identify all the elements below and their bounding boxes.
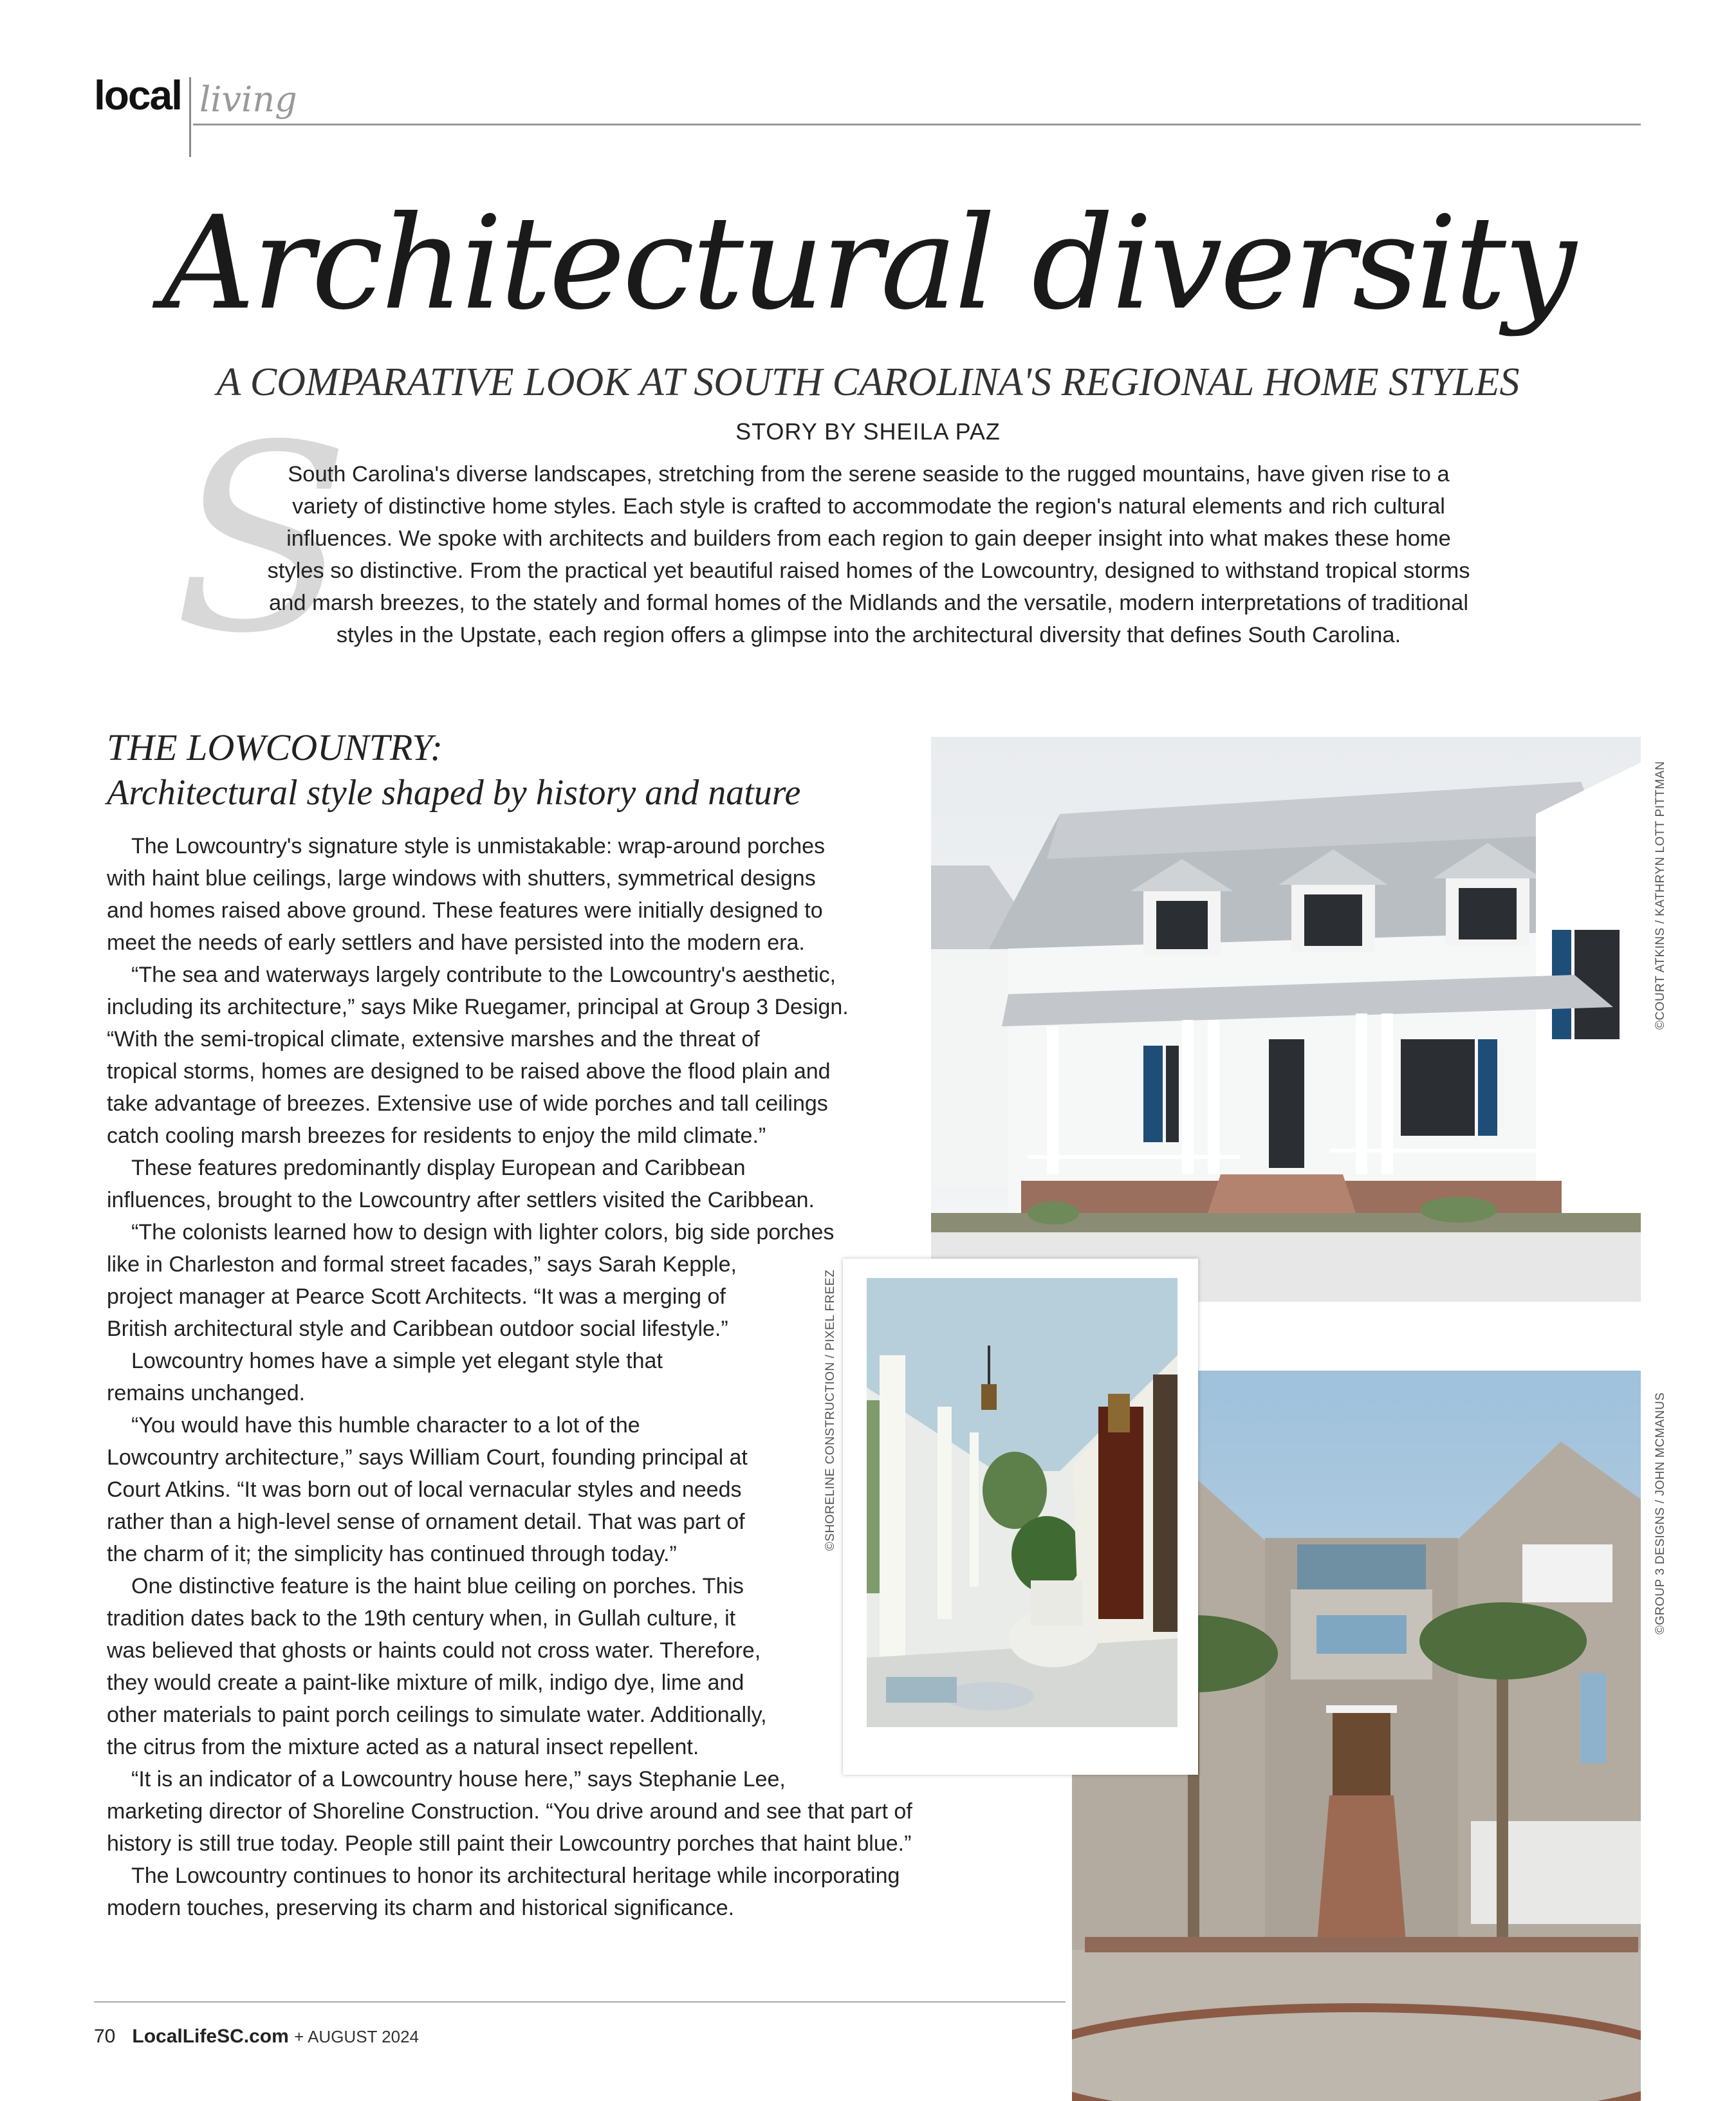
body-line: history is still true today. People still paint their Lowcountry porches that haint blue.” (107, 1831, 912, 1856)
photo-credit: ©SHORELINE CONSTRUCTION / PIXEL FREEZ (824, 1269, 837, 1551)
drop-cap: S (174, 391, 351, 690)
body-line: The Lowcountry continues to honor its architectural heritage while incorporating (131, 1864, 900, 1888)
intro-line: and marsh breezes, to the stately and formal homes of the Midlands and the versatile, modern interpretations of traditional (268, 591, 1468, 615)
footer-site-link[interactable]: LocalLifeSC.com (132, 2026, 289, 2047)
intro-paragraph (193, 458, 1544, 651)
section-heading: THE LOWCOUNTRY: (107, 727, 443, 768)
body-line: influences, brought to the Lowcountry after settlers visited the Caribbean. (107, 1188, 815, 1212)
page-footer (94, 2026, 419, 2048)
intro-line: South Carolina's diverse landscapes, stretching from the serene seaside to the rugged mountains, have given rise to a (288, 462, 1450, 486)
body-line: “The sea and waterways largely contribute to the Lowcountry's aesthetic, (131, 963, 836, 987)
brand-divider (189, 77, 191, 157)
article-subtitle: A COMPARATIVE LOOK AT SOUTH CAROLINA'S REGIONAL HOME STYLES (216, 360, 1520, 404)
brand-logo-local: local (94, 72, 181, 118)
body-line: tradition dates back to the 19th century when, in Gullah culture, it (107, 1606, 736, 1631)
body-line: marketing director of Shoreline Construction. “You drive around and see that part of (107, 1799, 912, 1824)
section-body (107, 830, 912, 1924)
body-line: modern touches, preserving its charm and historical significance. (107, 1896, 735, 1920)
body-line: take advantage of breezes. Extensive use of wide porches and tall ceilings (107, 1091, 828, 1116)
body-line: “The colonists learned how to design with lighter colors, big side porches (131, 1220, 835, 1245)
body-line: These features predominantly display European and Caribbean (131, 1156, 746, 1180)
body-line: was believed that ghosts or haints could not cross water. Therefore, (107, 1638, 761, 1663)
body-line: other materials to paint porch ceilings to simulate water. Additionally, (107, 1703, 767, 1727)
body-line: tropical storms, homes are designed to be raised above the flood plain and (107, 1059, 831, 1084)
article-byline: STORY BY SHEILA PAZ (735, 418, 1001, 445)
photo-frame-porch (843, 1259, 1198, 1775)
body-line: the citrus from the mixture acted as a natural insect repellent. (107, 1735, 699, 1759)
footer-issue: + AUGUST 2024 (294, 2027, 420, 2046)
intro-line: styles in the Upstate, each region offers a glimpse into the architectural diversity that defines South Carolina. (336, 623, 1401, 647)
body-line: Court Atkins. “It was born out of local vernacular styles and needs (107, 1477, 742, 1502)
body-line: with haint blue ceilings, large windows with shutters, symmetrical designs (107, 866, 816, 891)
header-rule (193, 124, 1641, 125)
intro-line: variety of distinctive home styles. Each style is crafted to accommodate the region's natural elements and rich cultural (292, 494, 1445, 519)
intro-line: influences. We spoke with architects and builders from each region to gain deeper insight into what makes these home (286, 526, 1451, 551)
body-line: “With the semi-tropical climate, extensive marshes and the threat of (107, 1027, 760, 1051)
porch-illustration (867, 1278, 1177, 1727)
body-line: Lowcountry architecture,” says William Court, founding principal at (107, 1445, 748, 1470)
body-line: meet the needs of early settlers and have persisted into the modern era. (107, 930, 805, 955)
footer-rule (94, 2001, 1066, 2003)
photo-credit: ©COURT ATKINS / KATHRYN LOTT PITTMAN (1654, 761, 1667, 1030)
body-line: “It is an indicator of a Lowcountry house here,” says Stephanie Lee, (131, 1767, 786, 1791)
body-line: British architectural style and Caribbean outdoor social lifestyle.” (107, 1317, 728, 1341)
article-title: Architectural diversity (162, 189, 1574, 338)
body-line: project manager at Pearce Scott Architects. “It was a merging of (107, 1284, 726, 1309)
body-line: rather than a high-level sense of ornament detail. That was part of (107, 1510, 745, 1534)
photo-lowcountry-farmhouse (931, 737, 1641, 1302)
photo-credit: ©GROUP 3 DESIGNS / JOHN MCMANUS (1654, 1392, 1667, 1634)
body-line: Lowcountry homes have a simple yet elegant style that (131, 1349, 663, 1373)
body-line: catch cooling marsh breezes for residents to enjoy the mild climate.” (107, 1124, 766, 1148)
body-line: the charm of it; the simplicity has continued through today.” (107, 1542, 677, 1566)
page-number: 70 (94, 2026, 116, 2047)
photo-porch (867, 1278, 1177, 1727)
body-line: like in Charleston and formal street facades,” says Sarah Kepple, (107, 1252, 737, 1277)
intro-line: styles so distinctive. From the practical yet beautiful raised homes of the Lowcountry, designed to withstand tropical storms (267, 559, 1470, 583)
body-line: they would create a paint-like mixture of milk, indigo dye, lime and (107, 1671, 744, 1695)
brand-logo-living: living (199, 79, 297, 120)
farmhouse-illustration (931, 737, 1641, 1302)
body-line: and homes raised above ground. These features were initially designed to (107, 898, 823, 923)
body-line: The Lowcountry's signature style is unmistakable: wrap-around porches (131, 834, 826, 858)
body-line: “You would have this humble character to a lot of the (131, 1413, 640, 1438)
body-line: including its architecture,” says Mike Ruegamer, principal at Group 3 Design. (107, 995, 849, 1019)
body-line: One distinctive feature is the haint blue ceiling on porches. This (131, 1574, 744, 1598)
body-line: remains unchanged. (107, 1381, 306, 1405)
section-subheading: Architectural style shaped by history and nature (107, 773, 801, 813)
